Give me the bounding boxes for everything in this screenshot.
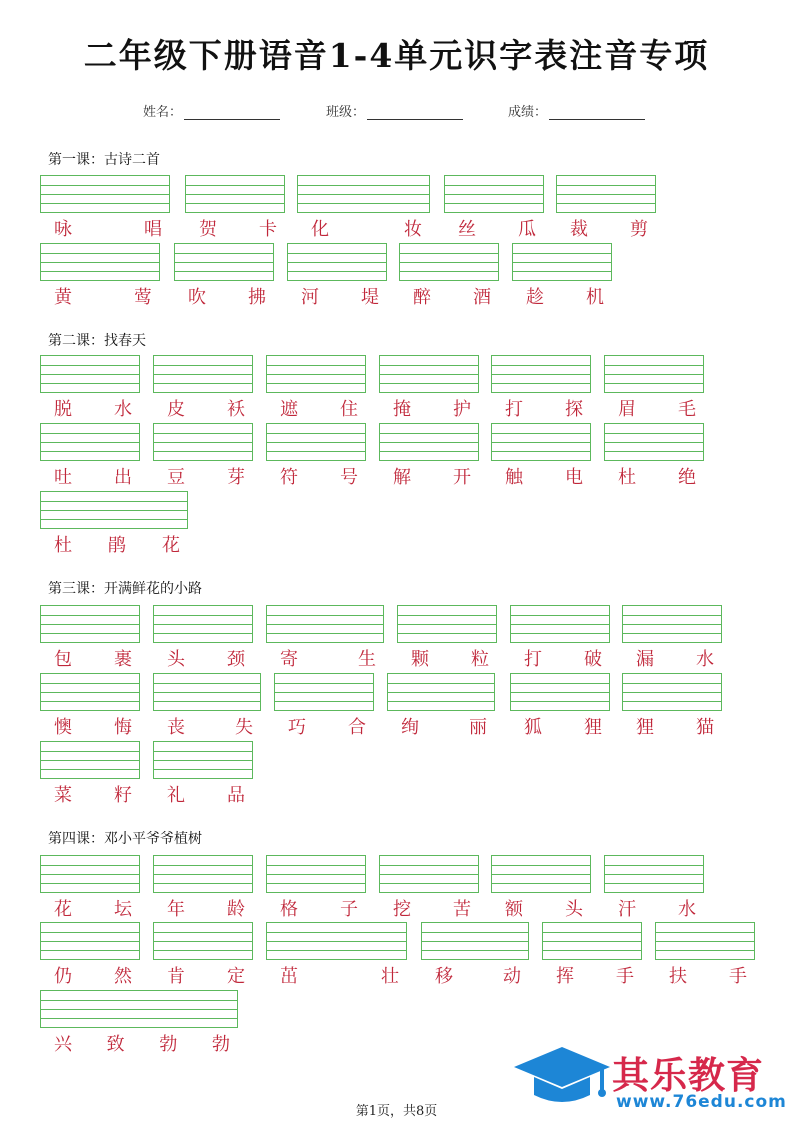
pinyin-writing-box[interactable] [387,673,495,711]
pinyin-writing-box[interactable] [604,355,704,393]
vocab-word: 汗 水 [618,899,696,920]
pinyin-writing-box[interactable] [40,855,140,893]
lesson-title: 第四课：邓小平爷爷植树 [48,831,202,847]
vocab-word: 掩 护 [393,399,471,420]
score-field[interactable] [508,101,645,120]
vocab-word: 解 开 [393,467,471,488]
vocab-word: 脱 水 [54,399,132,420]
vocab-word: 符 号 [280,467,358,488]
vocab-word: 吹 拂 [188,287,266,308]
pinyin-writing-box[interactable] [510,673,610,711]
pinyin-writing-box[interactable] [379,355,479,393]
pinyin-writing-box[interactable] [622,605,722,643]
pinyin-writing-box[interactable] [510,605,610,643]
vocab-word: 头 颈 [167,649,245,670]
class-blank[interactable] [367,107,463,120]
pinyin-writing-box[interactable] [287,243,387,281]
pinyin-writing-box[interactable] [542,922,642,960]
pinyin-writing-box[interactable] [444,175,544,213]
vocab-word: 遮 住 [280,399,358,420]
pinyin-writing-box[interactable] [266,922,407,960]
vocab-word: 丧 失 [167,717,253,738]
vocab-word: 移 动 [435,966,521,987]
pinyin-writing-box[interactable] [622,673,722,711]
score-blank[interactable] [549,107,645,120]
vocab-word: 颗 粒 [411,649,489,670]
pinyin-writing-box[interactable] [153,855,253,893]
vocab-word: 杜 鹃 花 [54,535,180,556]
logo-url: www.76edu.com [616,1092,787,1112]
pinyin-writing-box[interactable] [40,605,140,643]
vocab-word: 兴 致 勃 勃 [54,1034,230,1055]
pinyin-writing-box[interactable] [266,355,366,393]
vocab-word: 吐 出 [54,467,132,488]
vocab-word: 格 子 [280,899,358,920]
pinyin-writing-box[interactable] [274,673,374,711]
pinyin-writing-box[interactable] [153,673,261,711]
vocab-word: 茁 壮 [280,966,399,987]
vocab-word: 黄 莺 [54,287,152,308]
lesson-title: 第一课：古诗二首 [48,152,160,168]
name-blank[interactable] [184,107,280,120]
pinyin-writing-box[interactable] [512,243,612,281]
class-field[interactable] [326,101,463,120]
vocab-word: 仍 然 [54,966,132,987]
pinyin-writing-box[interactable] [491,855,591,893]
vocab-word: 年 龄 [167,899,245,920]
pinyin-writing-box[interactable] [40,673,140,711]
pinyin-writing-box[interactable] [397,605,497,643]
vocab-word: 挥 手 [556,966,634,987]
pinyin-writing-box[interactable] [153,605,253,643]
vocab-word: 触 电 [505,467,583,488]
pinyin-writing-box[interactable] [266,855,366,893]
vocab-word: 皮 袄 [167,399,245,420]
vocab-word: 咏 唱 [54,219,162,240]
pinyin-writing-box[interactable] [40,243,160,281]
pinyin-writing-box[interactable] [297,175,430,213]
vocab-word: 寄 生 [280,649,376,670]
pinyin-writing-box[interactable] [604,423,704,461]
vocab-word: 河 堤 [301,287,379,308]
pinyin-writing-box[interactable] [40,491,188,529]
vocab-word: 漏 水 [636,649,714,670]
brand-logo [512,1043,787,1113]
vocab-word: 贺 卡 [199,219,277,240]
vocab-word: 懊 悔 [54,717,132,738]
pinyin-writing-box[interactable] [491,355,591,393]
pinyin-writing-box[interactable] [153,741,253,779]
pinyin-writing-box[interactable] [399,243,499,281]
pinyin-writing-box[interactable] [556,175,656,213]
pinyin-writing-box[interactable] [185,175,285,213]
vocab-word: 豆 芽 [167,467,245,488]
name-label: 姓名： [143,105,183,120]
vocab-word: 挖 苦 [393,899,471,920]
vocab-word: 绚 丽 [401,717,487,738]
page-title: 二年级下册语音1-4单元识字表注音专项 [83,36,710,75]
pinyin-writing-box[interactable] [604,855,704,893]
vocab-word: 额 头 [505,899,583,920]
vocab-word: 花 坛 [54,899,132,920]
pinyin-writing-box[interactable] [379,423,479,461]
pinyin-writing-box[interactable] [153,922,253,960]
vocab-word: 巧 合 [288,717,366,738]
pinyin-writing-box[interactable] [153,355,253,393]
vocab-word: 狸 猫 [636,717,714,738]
pinyin-writing-box[interactable] [421,922,529,960]
vocab-word: 扶 手 [669,966,747,987]
vocab-word: 化 妆 [311,219,422,240]
vocab-word: 肯 定 [167,966,245,987]
vocab-word: 打 破 [524,649,602,670]
pinyin-writing-box[interactable] [266,605,384,643]
vocab-word: 菜 籽 [54,785,132,806]
vocab-word: 包 裹 [54,649,132,670]
lesson-title: 第三课：开满鲜花的小路 [48,581,202,597]
pinyin-writing-box[interactable] [174,243,274,281]
pinyin-writing-box[interactable] [40,175,170,213]
pinyin-writing-box[interactable] [40,741,140,779]
vocab-word: 打 探 [505,399,583,420]
pinyin-writing-box[interactable] [655,922,755,960]
vocab-word: 狐 狸 [524,717,602,738]
pinyin-writing-box[interactable] [40,423,140,461]
pinyin-writing-box[interactable] [40,922,140,960]
pinyin-writing-box[interactable] [40,990,238,1028]
vocab-word: 丝 瓜 [458,219,536,240]
vocab-word: 眉 毛 [618,399,696,420]
vocab-word: 裁 剪 [570,219,648,240]
pinyin-writing-box[interactable] [379,855,479,893]
vocab-word: 趁 机 [526,287,604,308]
pinyin-writing-box[interactable] [491,423,591,461]
pinyin-writing-box[interactable] [40,355,140,393]
vocab-word: 礼 品 [167,785,245,806]
page-footer: 第1页，共8页 [355,1104,438,1119]
vocab-word: 醉 酒 [413,287,491,308]
name-field[interactable] [143,101,280,120]
logo-name: 其乐教育 [612,1054,764,1097]
class-label: 班级： [326,105,366,120]
graduation-cap-icon [512,1043,612,1109]
pinyin-writing-box[interactable] [153,423,253,461]
score-label: 成绩： [508,105,548,120]
pinyin-writing-box[interactable] [266,423,366,461]
lesson-title: 第二课：找春天 [48,333,146,349]
vocab-word: 杜 绝 [618,467,696,488]
